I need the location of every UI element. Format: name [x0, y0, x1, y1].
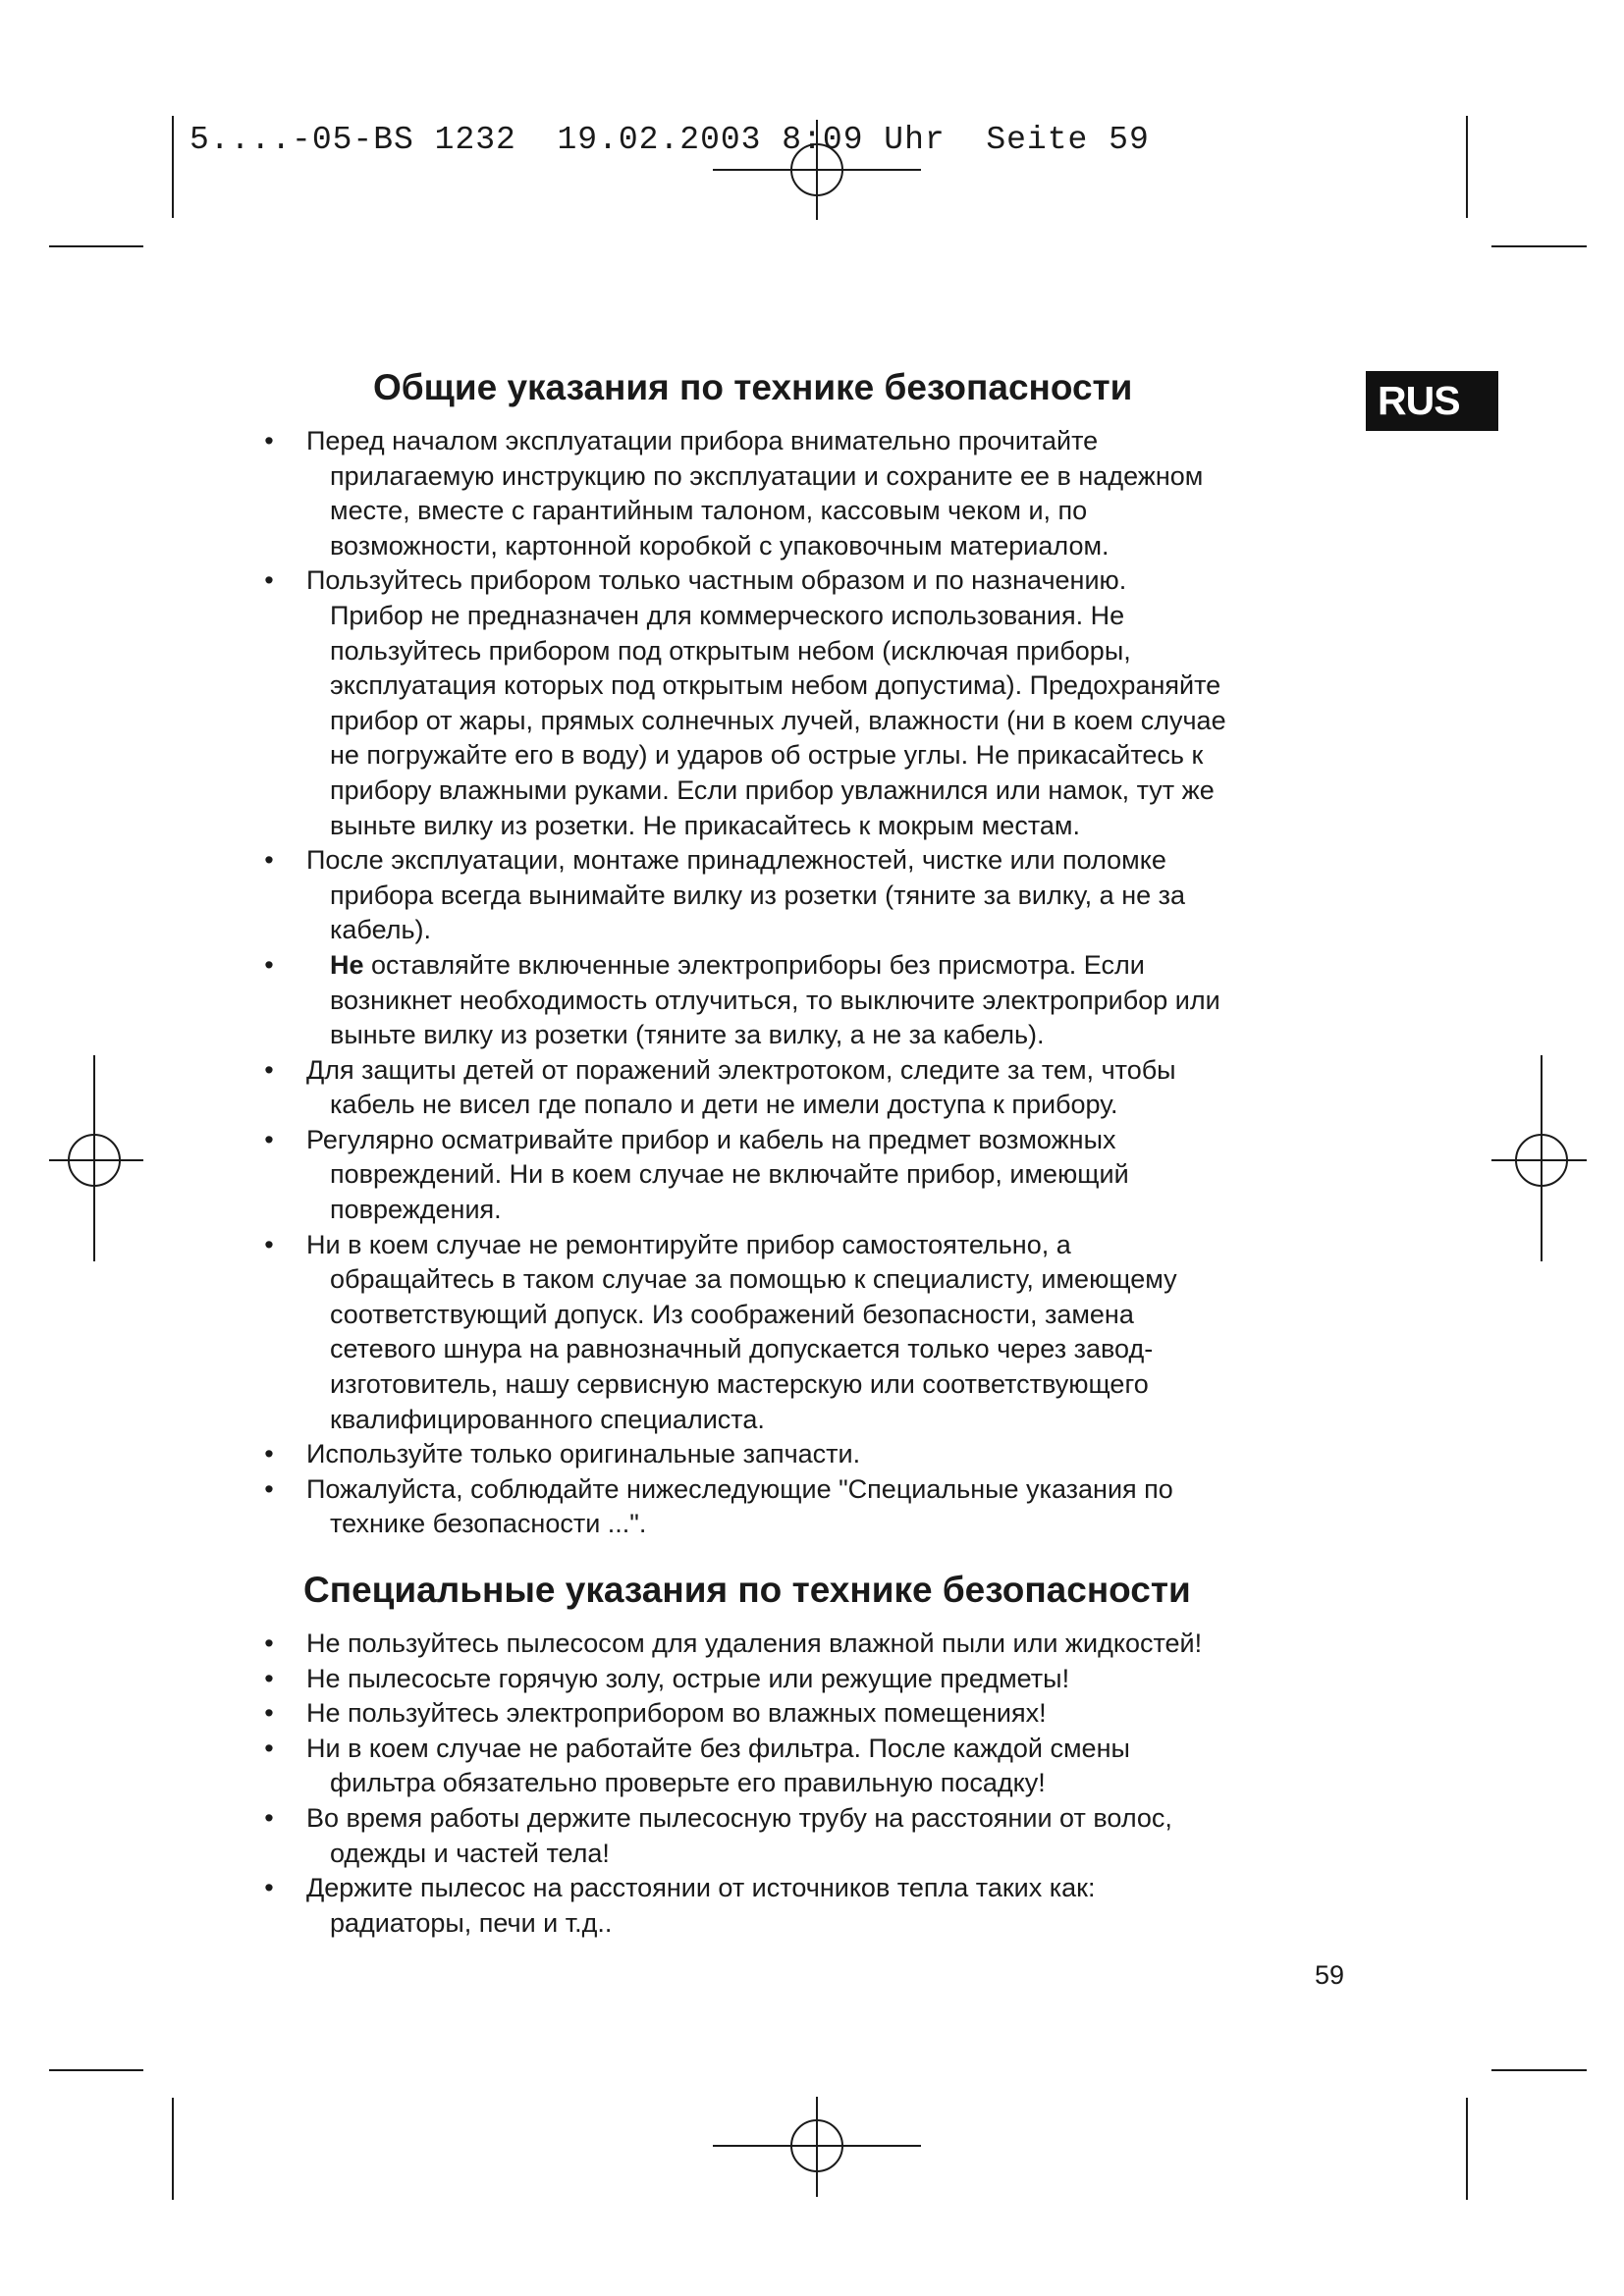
item-line: • Для защиты детей от поражений электротоком, следите за тем, чтобы [306, 1054, 1176, 1085]
item-line: • Ни в коем случае не ремонтируйте прибор самостоятельно, а [306, 1229, 1071, 1259]
item-line: возможности, картонной коробкой с упаковочным материалом. [330, 530, 1110, 561]
item-line: • Во время работы держите пылесосную трубу на расстоянии от волос, [306, 1802, 1172, 1833]
item-line: фильтра обязательно проверьте его правильную посадку! [330, 1768, 1046, 1798]
item-line: прибора всегда вынимайте вилку из розетки (тяните за вилку, а не за [330, 880, 1186, 910]
general-safety-item [259, 948, 1369, 1053]
registration-mark-left [49, 1055, 143, 1261]
general-safety-item [259, 424, 1369, 563]
item-line: эксплуатация которых под открытым небом допустима). Предохраняйте [330, 670, 1221, 701]
emphasis-word: Не [330, 949, 364, 980]
item-line: • После эксплуатации, монтаже принадлежностей, чистке или поломке [306, 845, 1166, 876]
special-safety-title: Специальные указания по технике безопасности [303, 1570, 1191, 1610]
item-line: • Ни в коем случае не работайте без фильтра. После каждой смены [306, 1733, 1130, 1763]
item-line: • Не пользуйтесь электроприбором во влажных помещениях! [306, 1698, 1047, 1729]
item-line: возникнет необходимость отлучиться, то выключите электроприбор или [330, 985, 1220, 1015]
language-tab [1366, 371, 1498, 431]
item-line: обращайтесь в таком случае за помощью к специалисту, имеющему [330, 1264, 1177, 1295]
item-line: сетевого шнура на равнозначный допускается только через завод- [330, 1334, 1154, 1364]
special-safety-item [259, 1801, 1369, 1871]
item-line: • Используйте только оригинальные запчасти. [306, 1439, 861, 1469]
item-line: • Держите пылесос на расстоянии от источников тепла таких как: [306, 1873, 1096, 1903]
item-line: • Пожалуйста, соблюдайте нижеследующие "Специальные указания по [306, 1473, 1173, 1504]
special-safety-item [259, 1696, 1369, 1732]
item-line: прилагаемую инструкцию по эксплуатации и сохраните ее в надежном [330, 460, 1204, 491]
item-line: • Перед началом эксплуатации прибора внимательно прочитайте [306, 426, 1099, 455]
item-line: • Не пользуйтесь пылесосом для удаления влажной пыли или жидкостей! [306, 1629, 1203, 1658]
crop-mark-top-left [49, 116, 173, 246]
general-safety-list [259, 424, 1369, 1542]
item-line: • Не пылесосьте горячую золу, острые или режущие предметы! [306, 1663, 1070, 1693]
general-safety-item [259, 1123, 1369, 1228]
item-line: технике безопасности ...". [330, 1509, 647, 1539]
print-slug-line: 5....-05-BS 1232 19.02.2003 8:09 Uhr Seite 59 [189, 122, 1150, 158]
language-tab-label: RUS [1378, 378, 1460, 423]
special-safety-item [259, 1627, 1369, 1662]
crop-mark-bottom-right [1467, 2070, 1587, 2200]
item-line: квалифицированного специалиста. [330, 1404, 765, 1434]
general-safety-item [259, 1437, 1369, 1472]
item-line: пользуйтесь прибором под открытым небом (исключая приборы, [330, 635, 1131, 666]
item-line: • Регулярно осматривайте прибор и кабель на предмет возможных [306, 1124, 1116, 1154]
item-line: Прибор не предназначен для коммерческого использования. Не [330, 600, 1125, 630]
item-line: соответствующий допуск. Из соображений безопасности, замена [330, 1299, 1134, 1329]
general-safety-item [259, 1053, 1369, 1123]
special-safety-item [259, 1662, 1369, 1697]
special-safety-item [259, 1732, 1369, 1801]
item-line: одежды и частей тела! [330, 1838, 610, 1868]
crop-mark-top-right [1467, 116, 1587, 246]
item-line: прибору влажными руками. Если прибор увлажнился или намок, тут же [330, 774, 1215, 805]
item-line: выньте вилку из розетки (тяните за вилку, а не за кабель). [330, 1020, 1045, 1050]
item-line: месте, вместе с гарантийным талоном, кассовым чеком и, по [330, 496, 1088, 526]
item-line-rest: оставляйте включенные электроприборы без присмотра. Если [363, 949, 1145, 980]
crop-mark-bottom-left [49, 2070, 173, 2200]
item-line: повреждения. [330, 1195, 502, 1225]
registration-mark-right [1491, 1055, 1587, 1261]
page-number: 59 [1315, 1960, 1345, 1990]
general-safety-item [259, 1472, 1369, 1542]
general-safety-item [259, 1228, 1369, 1438]
general-safety-item [259, 843, 1369, 948]
item-line: прибор от жары, прямых солнечных лучей, влажности (ни в коем случае [330, 705, 1226, 735]
item-line: повреждений. Ни в коем случае не включайте прибор, имеющий [330, 1159, 1129, 1190]
item-line [306, 948, 1369, 984]
registration-mark-bottom [713, 2097, 921, 2197]
item-line: радиаторы, печи и т.д.. [330, 1907, 613, 1938]
item-line: изготовитель, нашу сервисную мастерскую или соответствующего [330, 1369, 1149, 1400]
item-line: кабель не висел где попало и дети не имели доступа к прибору. [330, 1090, 1118, 1120]
item-line: выньте вилку из розетки. Не прикасайтесь к мокрым местам. [330, 810, 1080, 840]
special-safety-item [259, 1871, 1369, 1941]
general-safety-item [259, 563, 1369, 843]
item-line: не погружайте его в воду) и ударов об острые углы. Не прикасайтесь к [330, 740, 1204, 771]
special-safety-list [259, 1627, 1369, 1941]
item-line: • Пользуйтесь прибором только частным образом и по назначению. [306, 565, 1127, 596]
item-line: кабель). [330, 915, 432, 945]
general-safety-title: Общие указания по технике безопасности [373, 367, 1133, 407]
